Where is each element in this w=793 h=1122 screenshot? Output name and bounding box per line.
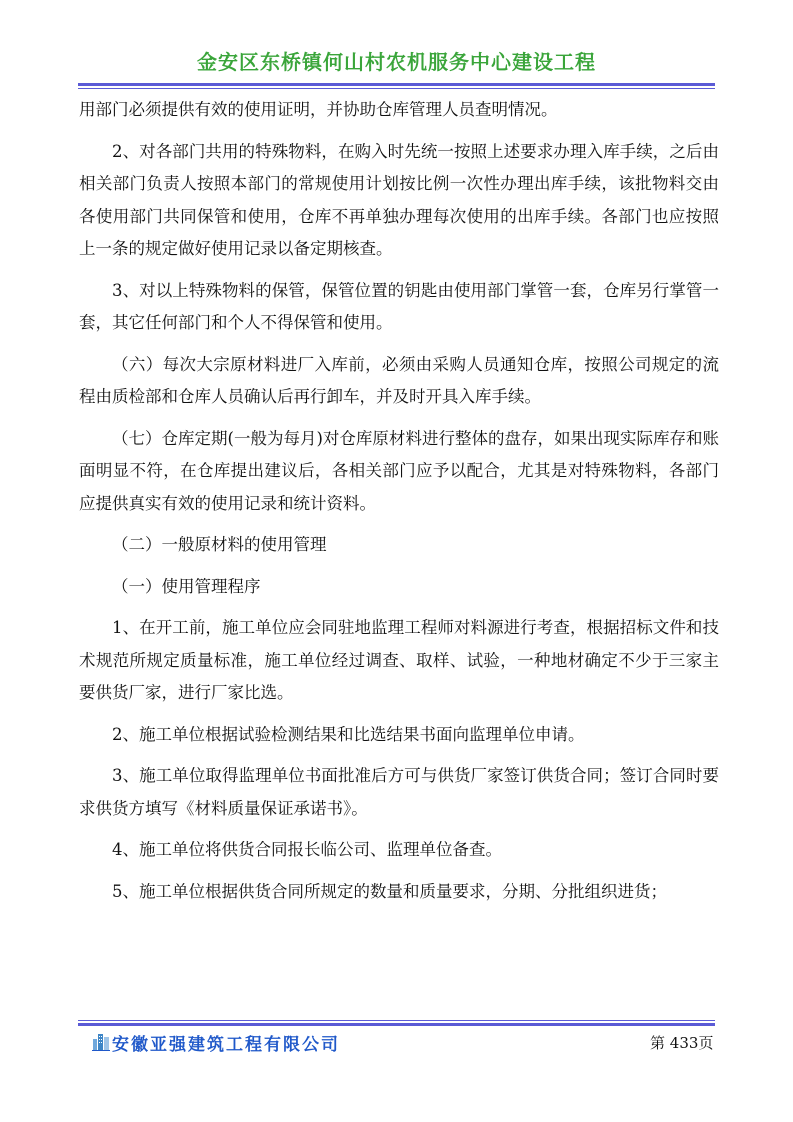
body-paragraph: 用部门必须提供有效的使用证明，并协助仓库管理人员查明情况。 xyxy=(79,100,558,119)
page-prefix: 第 xyxy=(650,1034,666,1052)
footer-rule-thin xyxy=(78,1020,715,1021)
subsection-heading: （一）使用管理程序 xyxy=(112,576,261,596)
body-paragraph: 2、对各部门共用的特殊物料，在购入时先统一按照上述要求办理入库手续，之后由相关部门负责人按照本部门的常规使用计划按比例一次性办理出库手续，该批物料交由各使用部门共同保管和使用，仓库不再单独办理每次使用的出库手续。各部门也应按照上一条的规定做好使用记录以备定期核查。 xyxy=(79,141,719,258)
page-header-title: 金安区东桥镇何山村农机服务中心建设工程 xyxy=(197,50,596,74)
header-rule-thin xyxy=(78,88,715,89)
page-suffix: 页 xyxy=(698,1034,714,1052)
body-paragraph: 1、在开工前，施工单位应会同驻地监理工程师对料源进行考查，根据招标文件和技术规范所规定质量标准，施工单位经过调查、取样、试验，一种地材确定不少于三家主要供货厂家，进行厂家比选。 xyxy=(79,618,719,702)
section-heading: （二）一般原材料的使用管理 xyxy=(112,535,327,554)
body-paragraph: 3、对以上特殊物料的保管，保管位置的钥匙由使用部门掌管一套，仓库另行掌管一套，其它任何部门和个人不得保管和使用。 xyxy=(79,280,719,332)
page-number-value: 433 xyxy=(669,1034,699,1052)
building-logo-icon xyxy=(92,1032,110,1051)
header-rule-thick xyxy=(78,83,715,86)
document-body xyxy=(79,94,719,917)
page-number xyxy=(650,1032,713,1053)
body-paragraph: （六）每次大宗原材料进厂入库前，必须由采购人员通知仓库，按照公司规定的流程由质检部和仓库人员确认后再行卸车，并及时开具入库手续。 xyxy=(79,354,719,406)
body-paragraph: 4、施工单位将供货合同报长临公司、监理单位备查。 xyxy=(112,840,502,859)
body-paragraph: 5、施工单位根据供货合同所规定的数量和质量要求，分期、分批组织进货； xyxy=(112,881,667,901)
body-paragraph: （七）仓库定期(一般为每月)对仓库原材料进行整体的盘存，如果出现实际库存和账面明显不符，在仓库提出建议后，各相关部门应予以配合，尤其是对特殊物料，各部门应提供真实有效的使用记录和统计资料。 xyxy=(79,428,719,513)
body-paragraph: 3、施工单位取得监理单位书面批准后方可与供货厂家签订供货合同；签订合同时要求供货方填写《材料质量保证承诺书》。 xyxy=(79,766,719,818)
body-paragraph: 2、施工单位根据试验检测结果和比选结果书面向监理单位申请。 xyxy=(112,724,585,744)
footer-rule-thick xyxy=(78,1023,715,1026)
footer-company-name: 安徽亚强建筑工程有限公司 xyxy=(112,1035,340,1055)
